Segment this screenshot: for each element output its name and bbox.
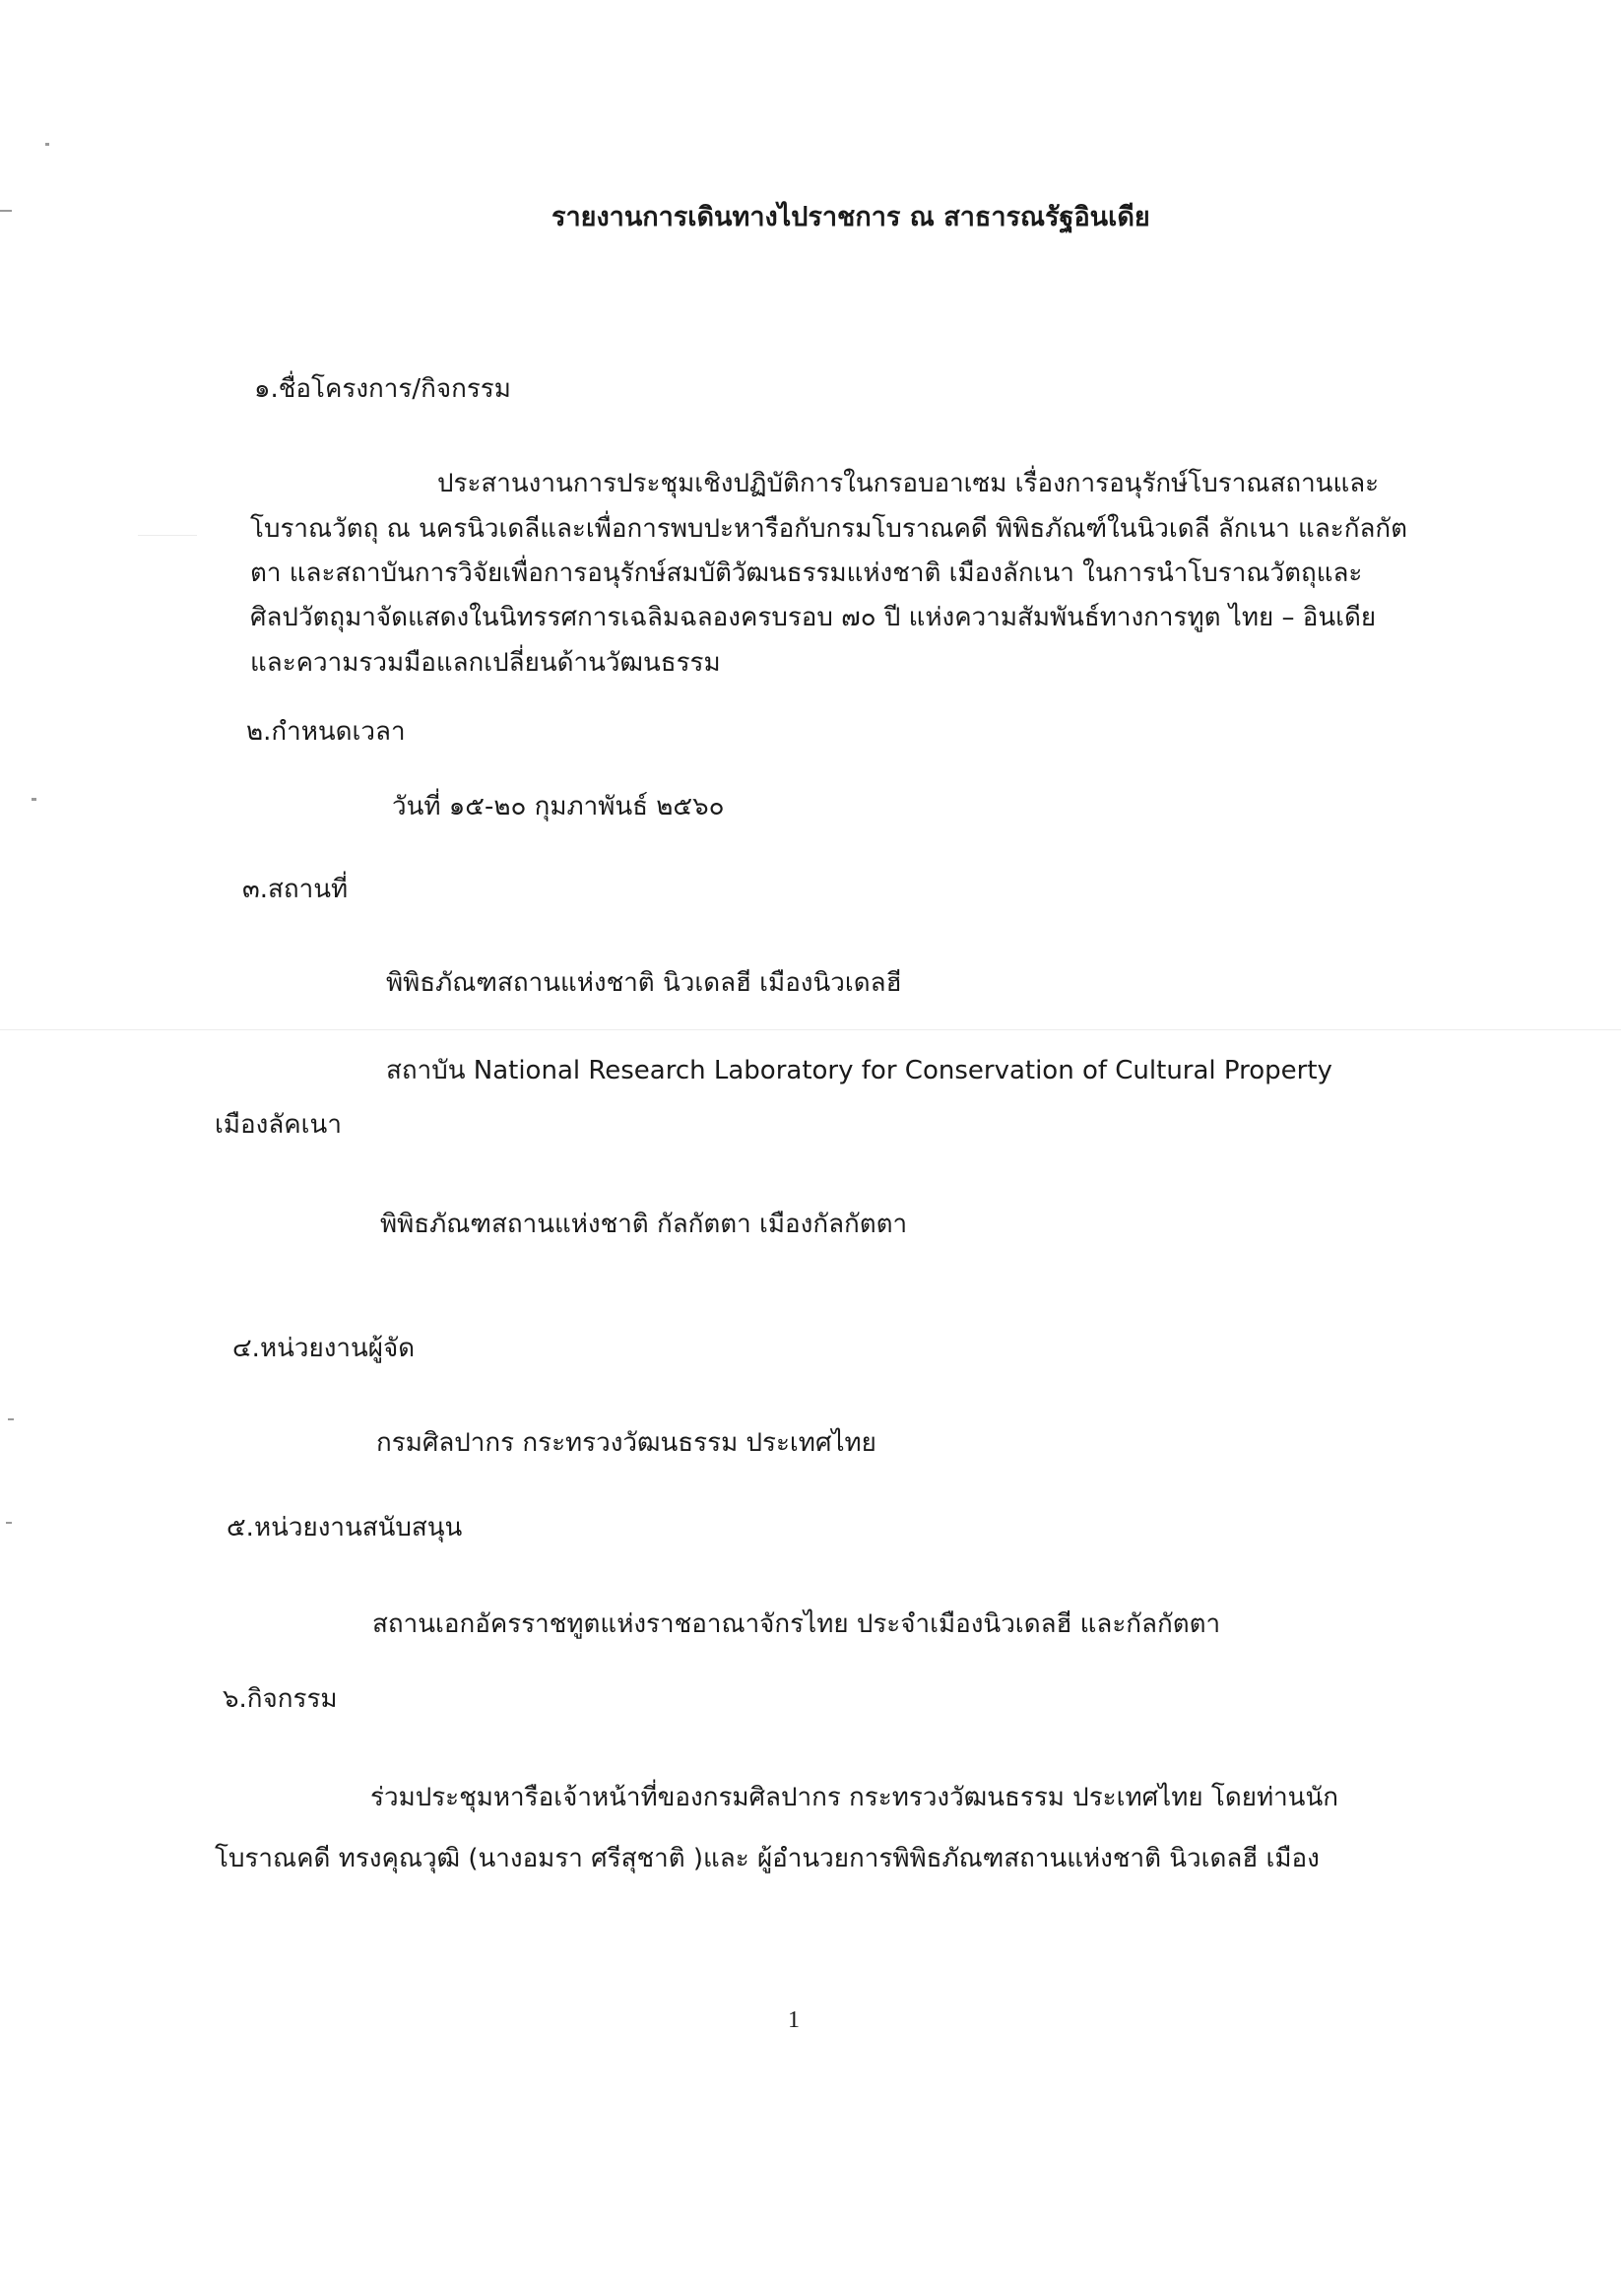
section-heading-schedule: ๒.กำหนดเวลา (246, 717, 406, 747)
scan-line (138, 535, 197, 536)
scan-mark (0, 210, 12, 212)
scan-mark (6, 1522, 12, 1524)
venue-line: พิพิธภัณฑสถานแห่งชาติ กัลกัตตา เมืองกัลกัตตา (380, 1210, 908, 1239)
document-title: รายงานการเดินทางไปราชการ ณ สาธารณรัฐอินเดีย (551, 202, 1150, 232)
paragraph-line: ศิลปวัตถุมาจัดแสดงในนิทรรศการเฉลิมฉลองครบรอบ ๗๐ ปี แห่งความสัมพันธ์ทางการทูต ไทย – อินเดีย (250, 603, 1377, 632)
paragraph-line: ร่วมประชุมหารือเจ้าหน้าที่ของกรมศิลปากร กระทรวงวัฒนธรรม ประเทศไทย โดยท่านนัก (370, 1783, 1338, 1812)
scan-mark (8, 1418, 14, 1420)
paragraph-line: โบราณคดี ทรงคุณวุฒิ (นางอมรา ศรีสุชาติ )และ ผู้อำนวยการพิพิธภัณฑสถานแห่งชาติ นิวเดลฮี เมือง (215, 1844, 1320, 1873)
paragraph-line: ตา และสถาบันการวิจัยเพื่อการอนุรักษ์สมบัติวัฒนธรรมแห่งชาติ เมืองลักเนา ในการนำโบราณวัตถุและ (250, 558, 1363, 588)
supporter-line: สถานเอกอัครราชทูตแห่งราชอาณาจักรไทย ประจำเมืองนิวเดลฮี และกัลกัตตา (372, 1609, 1221, 1639)
scan-line (0, 1029, 1621, 1030)
schedule-date: วันที่ ๑๕-๒๐ กุมภาพันธ์ ๒๕๖๐ (392, 792, 725, 821)
venue-line: พิพิธภัณฑสถานแห่งชาติ นิวเดลฮี เมืองนิวเดลฮี (386, 968, 902, 998)
section-heading-project-name: ๑.ชื่อโครงการ/กิจกรรม (254, 374, 511, 404)
venue-line: สถาบัน National Research Laboratory for Conservation of Cultural Property (386, 1056, 1332, 1085)
section-heading-activities: ๖.กิจกรรม (223, 1684, 338, 1714)
scan-mark (32, 798, 36, 801)
scan-mark (45, 143, 49, 146)
paragraph-line: โบราณวัตถุ ณ นครนิวเดลีและเพื่อการพบปะหารือกับกรมโบราณคดี พิพิธภัณฑ์ในนิวเดลี ลักเนา และกัลกัต (250, 514, 1408, 544)
page-number: 1 (788, 2007, 800, 2033)
paragraph-line: และความรวมมือแลกเปลี่ยนด้านวัฒนธรรม (250, 648, 721, 678)
section-heading-supporter: ๕.หน่วยงานสนับสนุน (227, 1513, 463, 1542)
venue-line: เมืองลัคเนา (215, 1110, 342, 1140)
section-heading-venue: ๓.สถานที่ (242, 875, 349, 904)
section-heading-organizer: ๔.หน่วยงานผู้จัด (232, 1334, 416, 1363)
organizer-line: กรมศิลปากร กระทรวงวัฒนธรรม ประเทศไทย (376, 1428, 876, 1458)
paragraph-line: ประสานงานการประชุมเชิงปฏิบัติการในกรอบอาเซม เรื่องการอนุรักษ์โบราณสถานและ (437, 469, 1380, 498)
